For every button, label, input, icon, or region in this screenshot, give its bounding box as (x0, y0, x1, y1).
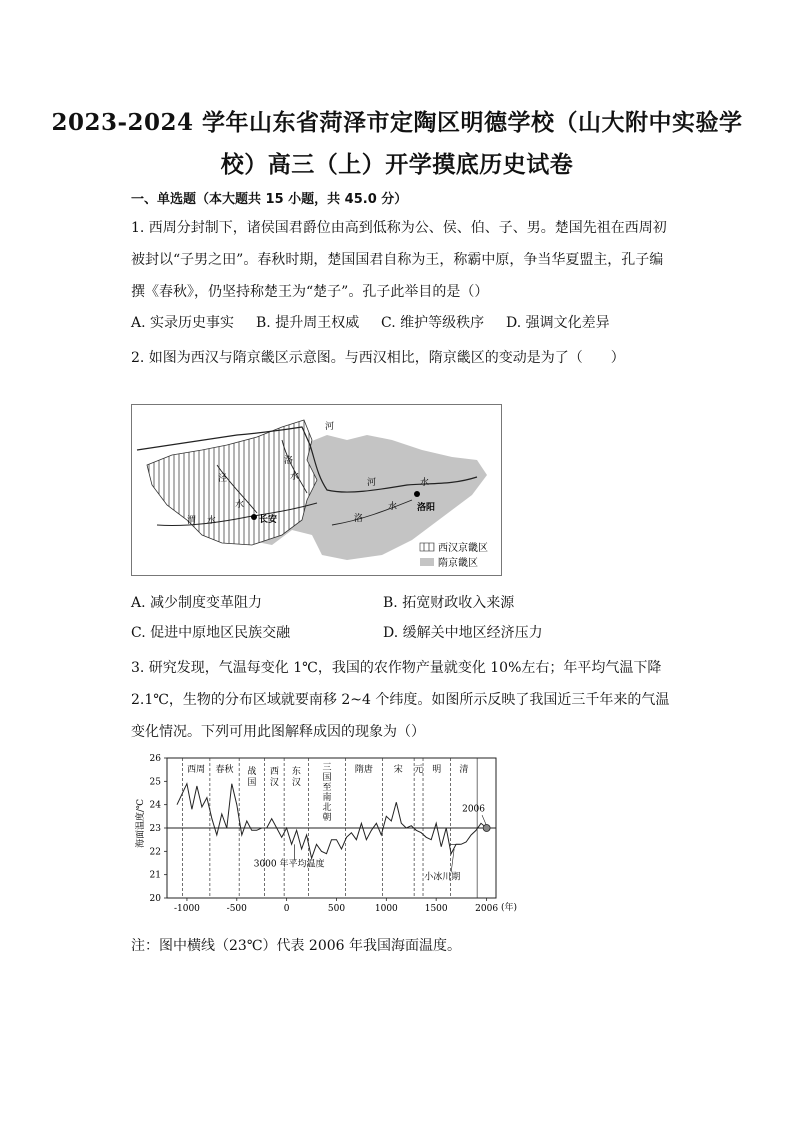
y-tick-label: 20 (149, 894, 161, 904)
period-label-char: 国 (322, 773, 332, 783)
period-label-char: 三 (322, 763, 332, 773)
luoyang-marker (414, 491, 420, 497)
river-label-4: 泾 (218, 474, 228, 484)
river-label-2: 洛 (284, 456, 294, 466)
period-label-char: 至 (322, 783, 332, 793)
river-label-7: 水 (207, 516, 217, 526)
river-label-8: 河 (367, 478, 377, 488)
map-figure (131, 404, 502, 576)
period-label-char: 南 (322, 793, 332, 803)
period-label-char: 西 (269, 767, 279, 777)
x-tick-label: -1000 (173, 904, 200, 914)
changan-marker (251, 514, 257, 520)
period-label: 西周 (187, 765, 206, 775)
q1-option-d: D. 强调文化差异 (506, 315, 610, 331)
period-label: 明 (432, 765, 442, 775)
temperature-chart (131, 748, 521, 918)
q2-option-b: B. 拓宽财政收入来源 (383, 595, 515, 611)
y-tick-label: 26 (149, 754, 161, 764)
question-1-text: 1. 西周分封制下，诸侯国君爵位由高到低称为公、侯、伯、子、男。楚国先祖在西周初被封以“子男之田”。春秋时期，楚国国君自称为王，称霸中原，争当华夏盟主，孔子编撰《春秋》，仍坚持称楚王为“楚子”。孔子此举目的是（） (131, 220, 667, 300)
x-tick-label: 2006 (475, 904, 499, 914)
legend-sui-swatch (420, 558, 434, 566)
river-label-5: 水 (235, 500, 245, 510)
question-3-text: 3. 研究发现，气温每变化 1℃，我国的农作物产量就变化 10%左右；年平均气温下降 2.1℃，生物的分布区域就要南移 2~4 个纬度。如图所示反映了我国近三千年来的气温变化情况。下列可用此图解释成因的现象为（） (131, 660, 670, 740)
period-label: 宋 (393, 765, 403, 775)
x-tick-label: -500 (226, 904, 247, 914)
changan-label: 长安 (259, 515, 278, 525)
y-tick-label: 24 (149, 800, 161, 811)
x-tick-label: 1000 (374, 904, 398, 914)
period-label: 元 (414, 765, 424, 775)
luoyang-label: 洛阳 (417, 503, 436, 513)
period-label: 隋唐 (354, 765, 373, 775)
legend-sui-label: 隋京畿区 (438, 558, 478, 569)
river-label-6: 渭 (187, 516, 197, 526)
section-heading: 一、单选题（本大题共 15 小题，共 45.0 分） (131, 192, 408, 207)
period-label-char: 汉 (269, 778, 279, 788)
q2-option-c: C. 促进中原地区民族交融 (131, 625, 291, 641)
river-label-10: 洛 (354, 514, 364, 524)
period-label: 春秋 (215, 765, 234, 775)
question-2-text: 2. 如图为西汉与隋京畿区示意图。与西汉相比，隋京畿区的变动是为了（ ） (131, 350, 625, 366)
river-label-11: 水 (388, 502, 398, 512)
paper-title-line2: 校）高三（上）开学摸底历史试卷 (220, 151, 574, 178)
river-label-9: 水 (420, 478, 430, 488)
annotation-3000yr-avg: 3000 年平均温度 (253, 859, 325, 870)
chart-note: 注：图中横线（23℃）代表 2006 年我国海面温度。 (131, 938, 462, 954)
y-axis-label: 海面温度/℃ (136, 798, 146, 848)
x-tick-label: 0 (283, 904, 290, 914)
x-axis-label: (年) (501, 903, 518, 913)
q1-option-b: B. 提升周王权威 (256, 315, 360, 331)
river-label-1: 河 (325, 422, 335, 432)
y-tick-label: 21 (149, 870, 161, 881)
period-label-char: 朝 (322, 813, 332, 823)
annotation-little-ice-age: 小冰川期 (424, 872, 461, 883)
period-label-char: 国 (247, 778, 257, 788)
y-tick-label: 25 (149, 777, 161, 788)
temperature-series-line (177, 784, 487, 859)
river-label-3: 水 (290, 472, 300, 482)
q1-option-c: C. 维护等级秩序 (381, 315, 485, 331)
q2-option-d: D. 缓解关中地区经济压力 (383, 625, 543, 641)
period-label-char: 北 (322, 803, 332, 813)
paper-title-line1: 2023-2024 学年山东省菏泽市定陶区明德学校（山大附中实验学 (51, 109, 743, 136)
annotation-2006: 2006 (462, 804, 486, 815)
period-label-char: 战 (247, 767, 257, 777)
legend-han-swatch (420, 543, 434, 551)
x-tick-label: 1500 (424, 904, 448, 914)
y-tick-label: 22 (149, 847, 161, 858)
y-tick-label: 23 (149, 824, 161, 834)
x-tick-label: 500 (327, 904, 346, 914)
endpoint-2006-marker (483, 825, 490, 832)
period-label-char: 东 (291, 767, 301, 777)
annotation-2006-pointer (482, 815, 486, 824)
period-label: 清 (459, 765, 469, 775)
legend-han-label: 西汉京畿区 (438, 543, 488, 554)
q2-option-a: A. 减少制度变革阻力 (131, 595, 263, 611)
period-label-char: 汉 (291, 778, 301, 788)
q1-option-a: A. 实录历史事实 (131, 315, 235, 331)
